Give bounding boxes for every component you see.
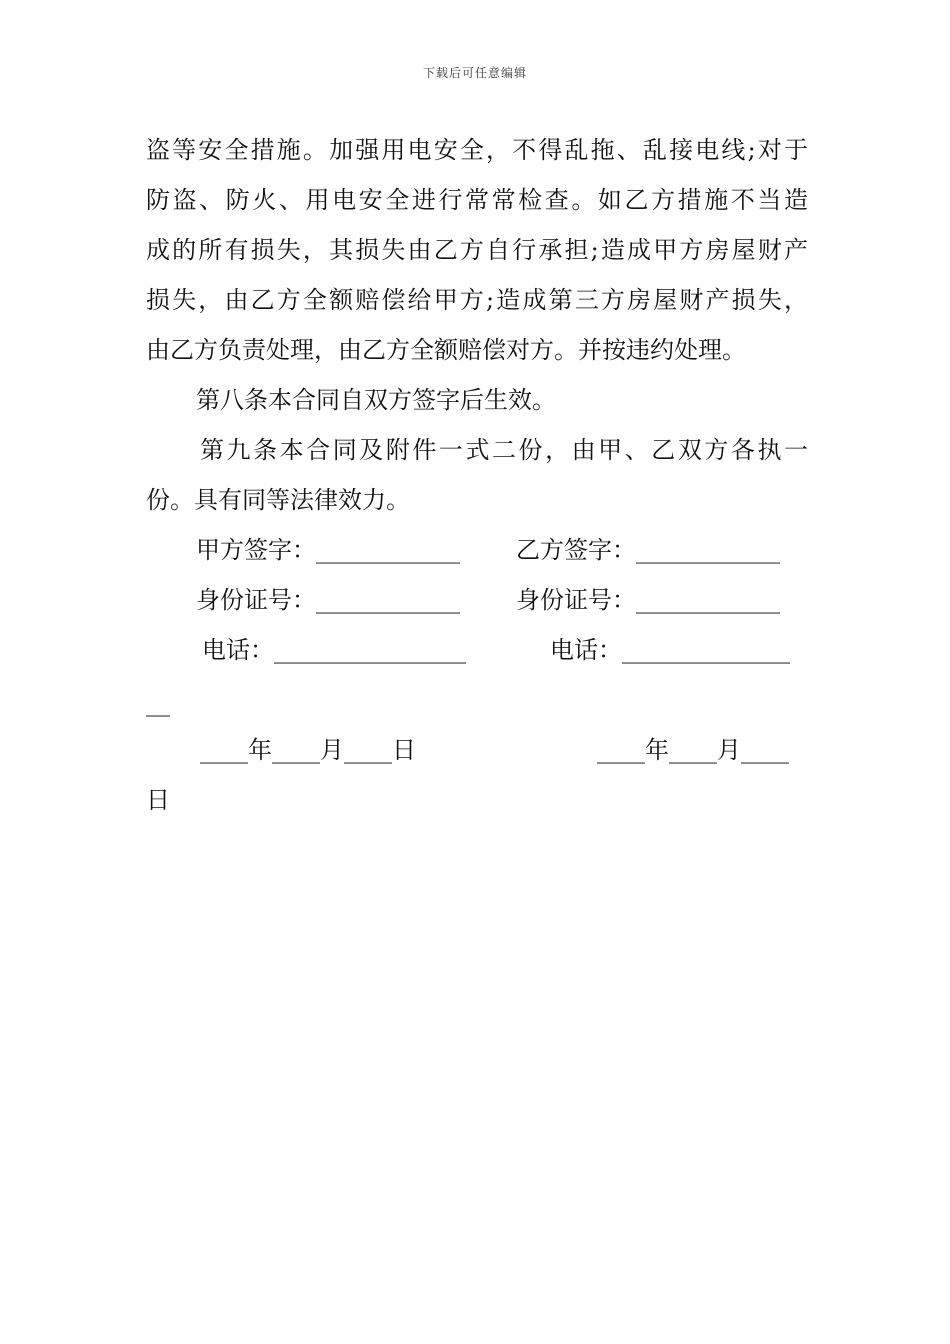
text-line: 防盗、防火、用电安全进行常常检查。如乙方措施不当造 bbox=[146, 186, 808, 214]
text-line: 由乙方负责处理，由乙方全额赔偿对方。并按违约处理。 bbox=[146, 336, 746, 364]
party-b-phone-field: 电话：______________ bbox=[550, 636, 790, 664]
party-b-date-field: ____年____月____ bbox=[597, 736, 789, 764]
text-line: 损失，由乙方全额赔偿给甲方;造成第三方房屋财产损失， bbox=[146, 286, 808, 314]
text-line: 成的所有损失，其损失由乙方自行承担;造成甲方房屋财产 bbox=[146, 236, 808, 264]
article-eight: 第八条本合同自双方签字后生效。 bbox=[196, 386, 556, 414]
party-b-id-field: 身份证号：____________ bbox=[516, 586, 780, 614]
page-header: 下载后可任意编辑 bbox=[422, 66, 527, 80]
text-line: 第九条本合同及附件一式二份，由甲、乙双方各执一 bbox=[200, 436, 808, 464]
party-a-id-field: 身份证号：____________ bbox=[196, 586, 460, 614]
party-b-signature-field: 乙方签字：____________ bbox=[516, 536, 780, 564]
party-a-date-field: ____年____月____日 bbox=[200, 736, 416, 764]
text-line: 盗等安全措施。加强用电安全，不得乱拖、乱接电线;对于 bbox=[146, 136, 808, 164]
text-line: 份。具有同等法律效力。 bbox=[146, 486, 410, 514]
phone-line-wrap: __ bbox=[146, 689, 170, 717]
date-line-wrap: 日 bbox=[146, 786, 170, 814]
party-a-phone-field: 电话：________________ bbox=[202, 636, 466, 664]
party-a-signature-field: 甲方签字：____________ bbox=[196, 536, 460, 564]
